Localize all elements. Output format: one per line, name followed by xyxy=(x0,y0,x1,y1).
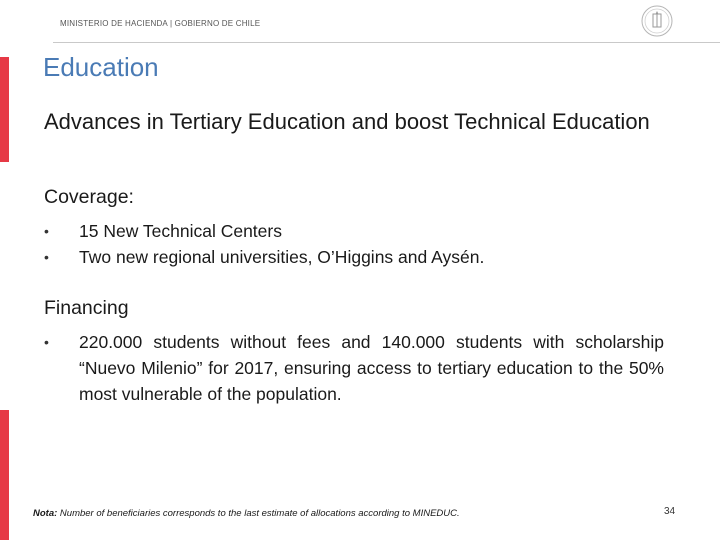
financing-list xyxy=(44,329,664,407)
footnote xyxy=(33,508,460,519)
accent-bar-top xyxy=(0,57,9,162)
bullet-dot-icon: • xyxy=(44,249,49,265)
coverage-item-text: 15 New Technical Centers xyxy=(79,221,282,241)
footnote-text: Number of beneficiaries corresponds to the last estimate of allocations according to MINEDUC. xyxy=(57,508,460,519)
bullet-dot-icon: • xyxy=(44,223,49,239)
header-text: MINISTERIO DE HACIENDA | GOBIERNO DE CHILE xyxy=(60,19,261,28)
slide-title: Education xyxy=(43,52,159,82)
coverage-list xyxy=(44,218,664,270)
coverage-heading: Coverage: xyxy=(44,186,134,208)
list-item xyxy=(44,218,664,244)
financing-item-text: 220.000 students without fees and 140.000 students with scholarship “Nuevo Milenio” for 2017, ensuring access to tertiary education to the 50% most vulnerable of the population. xyxy=(79,332,664,404)
list-item xyxy=(44,244,664,270)
coverage-item-text: Two new regional universities, O’Higgins and Aysén. xyxy=(79,247,485,267)
bullet-dot-icon: • xyxy=(44,334,49,350)
accent-bar-bottom xyxy=(0,410,9,540)
page-number: 34 xyxy=(664,506,676,517)
financing-heading: Financing xyxy=(44,297,129,319)
header-divider xyxy=(53,42,720,43)
government-seal-icon xyxy=(640,4,674,38)
slide-subtitle: Advances in Tertiary Education and boost Technical Education xyxy=(44,109,650,134)
footnote-label: Nota: xyxy=(33,508,58,519)
list-item xyxy=(44,329,664,407)
